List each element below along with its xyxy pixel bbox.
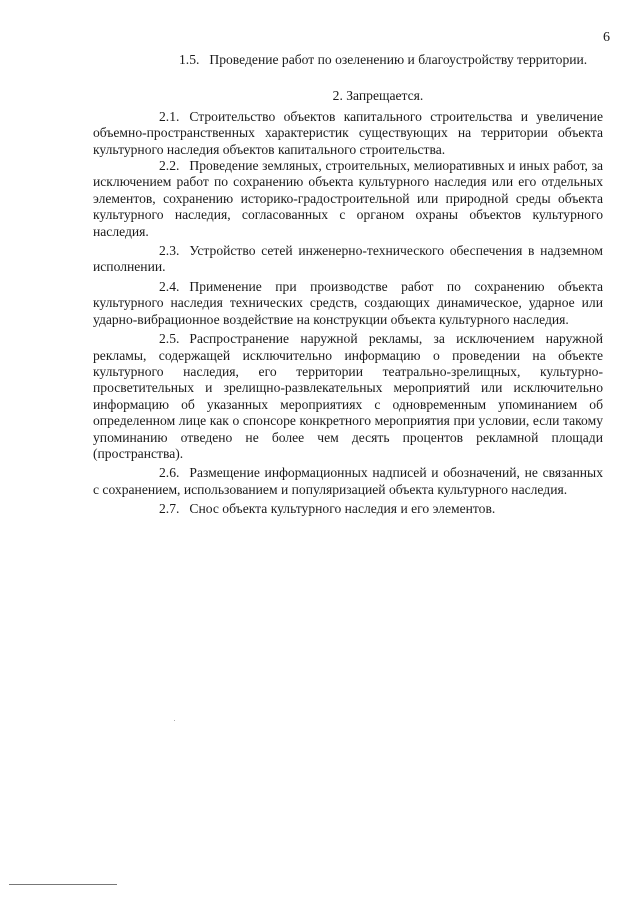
clause-1-5 — [93, 52, 603, 68]
footer-rule — [9, 884, 117, 885]
scan-speck — [174, 720, 175, 721]
clause-2-1 — [93, 109, 603, 158]
clause-number: 2.6. — [159, 465, 180, 481]
clause-text: Снос объекта культурного наследия и его элементов. — [189, 501, 496, 517]
clause-number: 1.5. — [179, 52, 200, 67]
clause-number: 2.2. — [159, 158, 180, 174]
clause-text: Размещение информационных надписей и обозначений, не связанных с сохранением, использованием и популяризацией объекта культурного наследия. — [93, 465, 603, 497]
clause-2-2 — [93, 158, 603, 240]
document-body — [93, 52, 603, 518]
clause-2-3 — [93, 243, 603, 276]
clause-2-4 — [93, 279, 603, 328]
page-number: 6 — [603, 30, 610, 45]
clause-number: 2.1. — [159, 108, 180, 124]
clause-number: 2.3. — [159, 243, 180, 259]
section-title: 2. Запрещается. — [332, 88, 424, 104]
clause-text: Проведение работ по озеленению и благоустройству территории. — [209, 52, 588, 67]
clause-2-7 — [93, 501, 603, 517]
clause-number: 2.4. — [159, 278, 180, 294]
clause-text: Строительство объектов капитального строительства и увеличение объемно-пространственных характеристик существующих на территории объекта культурного наследия объектов капитального строительства. — [93, 108, 603, 157]
clause-2-5 — [93, 331, 603, 462]
clause-text: Применение при производстве работ по сохранению объекта культурного наследия технических средств, создающих динамическое, ударное или ударно-вибрационное воздействие на конструкции объекта культурного наследия. — [93, 278, 603, 327]
clause-2-6 — [93, 465, 603, 498]
clause-text: Устройство сетей инженерно-технического обеспечения в надземном исполнении. — [93, 243, 603, 275]
clause-number: 2.7. — [159, 501, 180, 517]
clause-number: 2.5. — [159, 331, 180, 347]
clause-text: Проведение земляных, строительных, мелиоративных и иных работ, за исключением работ по сохранению объекта культурного наследия или его отдельных элементов, сохранению историко-градостроительной или природной среды объекта культурного наследия, согласованных с органом охраны объектов культурного наследия. — [93, 158, 603, 239]
clause-text: Распространение наружной рекламы, за исключением наружной рекламы, содержащей исключительно информацию о проведении на объекте культурного наследия, его территории театрально-зрелищных, культурно-просветительных и зрелищно-развлекательных мероприятий или исключительно информацию об указанных мероприятиях с одновременным упоминанием об определенном лице как о спонсоре конкретного мероприятия при условии, если такому упоминанию отведено не более чем десять процентов рекламной площади (пространства). — [93, 331, 603, 461]
